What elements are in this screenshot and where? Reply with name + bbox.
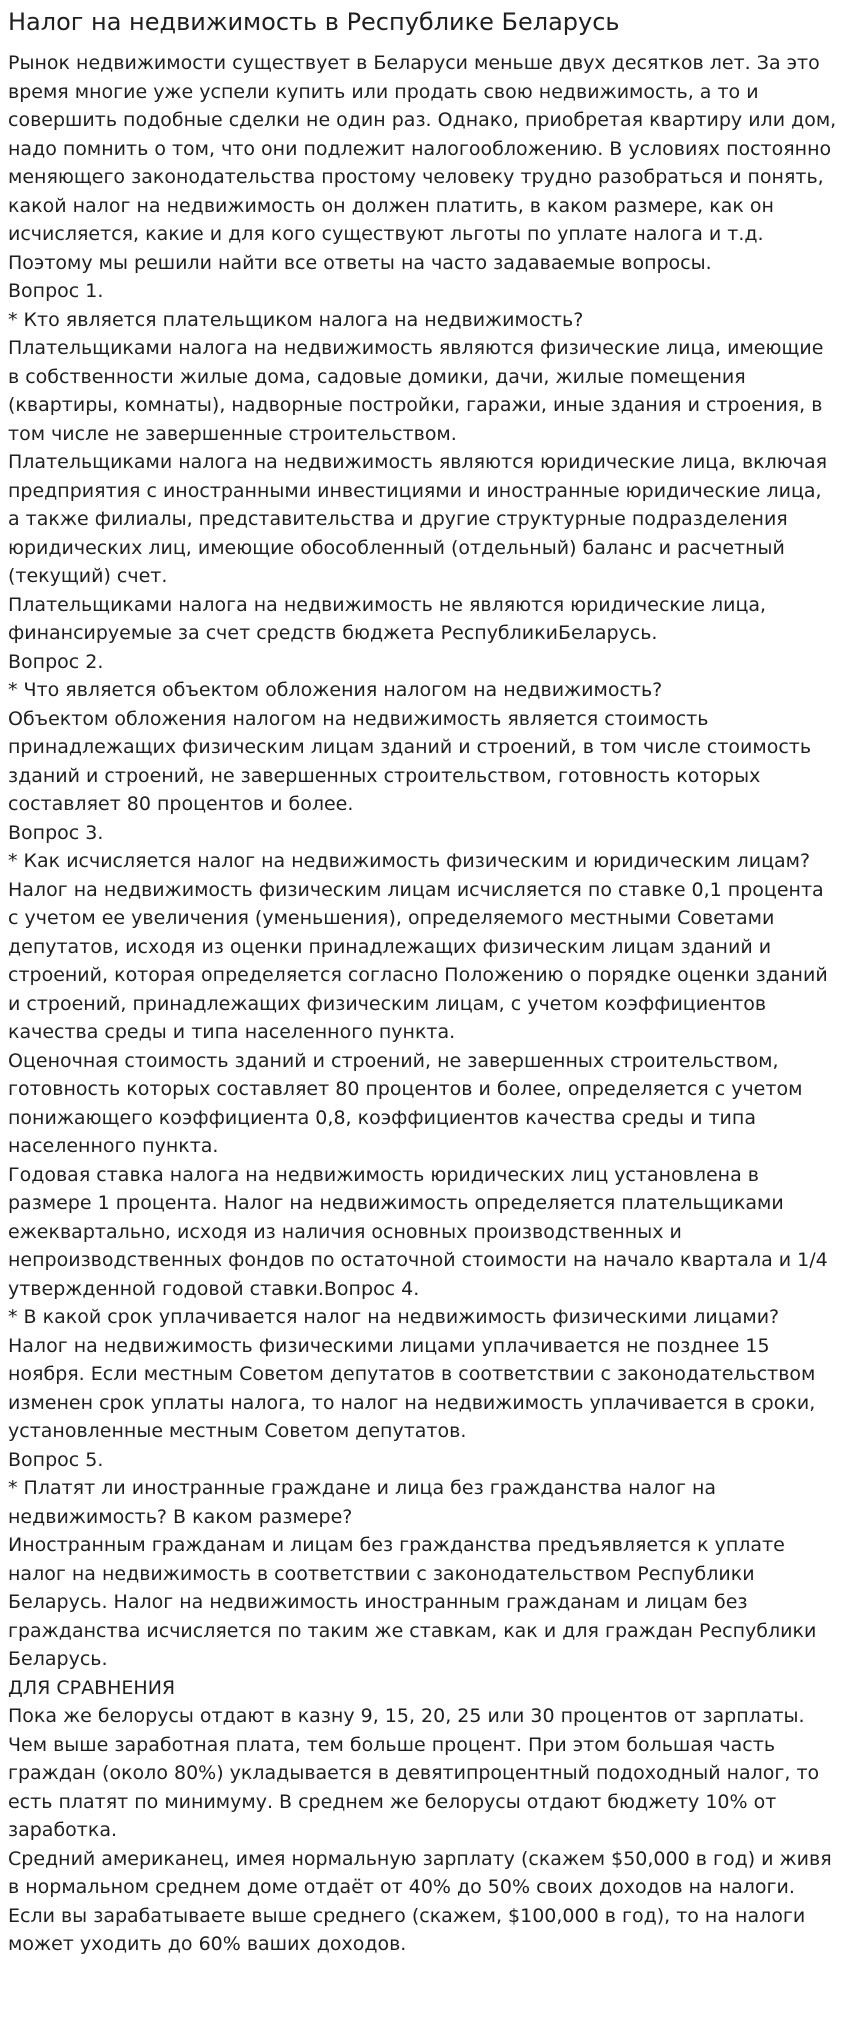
question-5-heading: Вопрос 5. [8,1448,104,1471]
intro-paragraph: Рынок недвижимости существует в Беларуси меньше двух десятков лет. За это время многие уже успели купить или продать свою недвижимость, а то и совершить подобные сделки не один раз. Однако, приобретая квартиру или дом, надо помнить о том, что они подлежит налогообложению. В условиях постоянно меняющего законодательства простому человеку трудно разобраться и понять, какой налог на недвижимость он должен платить, в каком размере, как он исчисляется, какие и для кого существуют льготы по уплате налога и т.д. Поэтому мы решили найти все ответы на часто задаваемые вопросы. [8,52,837,274]
answer-1-paragraph-3: Плательщиками налога на недвижимость не являются юридические лица, финансируемые за счет средств бюджета РеспубликиБеларусь. [8,593,767,644]
article-body [8,49,839,1959]
answer-5-paragraph: Иностранным гражданам и лицам без гражданства предъявляется к уплате налог на недвижимость в соответствии с законодательством Республики Беларусь. Налог на недвижимость иностранным гражданам и лицам без гражданства исчисляется по таким же ставкам, как и для граждан Республики Беларусь. [8,1534,817,1670]
article-title: Налог на недвижимость в Республике Беларусь [8,8,620,36]
answer-3-paragraph-2: Оценочная стоимость зданий и строений, не завершенных строительством, готовность которых составляет 80 процентов и более, определяется с учетом понижающего коэффициента 0,8, коэффициентов качества среды и типа населенного пункта. [8,1049,803,1157]
answer-3-paragraph-1: Налог на недвижимость физическим лицам исчисляется по ставке 0,1 процента с учетом ее увеличения (уменьшения), определяемого местными Советами депутатов, исходя из оценки принадлежащих физическим лицам зданий и строений, которая определяется согласно Положению о порядке оценки зданий и строений, принадлежащих физическим лицам, с учетом коэффициентов качества среды и типа населенного пункта. [8,878,828,1043]
answer-2-paragraph: Объектом обложения налогом на недвижимость является стоимость принадлежащих физическим лицам зданий и строений, в том числе стоимость зданий и строений, не завершенных строительством, готовность которых составляет 80 процентов и более. [8,707,812,815]
question-4-text: * В какой срок уплачивается налог на недвижимость физическими лицами? [8,1306,780,1328]
question-3-text: * Как исчисляется налог на недвижимость физическим и юридическим лицам? [8,850,811,872]
answer-3-paragraph-3: Годовая ставка налога на недвижимость юридических лиц установлена в размере 1 процента. Налог на недвижимость определяется плательщиками ежеквартально, исходя из наличия основных производственных и непроизводственных фондов по остаточной стоимости на начало квартала и 1/4 утвержденной годовой ставки.Вопрос 4. [8,1163,828,1300]
question-1-heading: Вопрос 1. [8,280,104,302]
comparison-paragraph-2: Средний американец, имея нормальную зарплату (скажем $50,000 в год) и живя в нормальном среднем доме отдаёт от 40% до 50% своих доходов на налоги. Если вы зарабатываете выше среднего (скажем, $100,000 в год), то на налоги может уходить до 60% ваших доходов. [8,1847,832,1955]
question-2-text: * Что является объектом обложения налогом на недвижимость? [8,679,663,701]
question-3-heading: Вопрос 3. [8,821,104,844]
answer-4-paragraph: Налог на недвижимость физическими лицами уплачивается не позднее 15 ноября. Если местным Советом депутатов в соответствии с законодательством изменен срок уплаты налога, то налог на недвижимость уплачивается в сроки, установленные местным Советом депутатов. [8,1334,816,1442]
comparison-heading: ДЛЯ СРАВНЕНИЯ [8,1676,176,1699]
question-5-text: * Платят ли иностранные граждане и лица без гражданства налог на недвижимость? В каком размере? [8,1477,717,1528]
answer-1-paragraph-2: Плательщиками налога на недвижимость являются юридические лица, включая предприятия с иностранными инвестициями и иностранные юридические лица, а также филиалы, представительства и другие структурные подразделения юридических лиц, имеющие обособленный (отдельный) баланс и расчетный (текущий) счет. [8,451,828,587]
comparison-paragraph-1: Пока же белорусы отдают в казну 9, 15, 20, 25 или 30 процентов от зарплаты. Чем выше заработная плата, тем больше процент. При этом большая часть граждан (около 80%) укладывается в девятипроцентный подоходный налог, то есть платят по минимуму. В среднем же белорусы отдают бюджету 10% от заработка. [8,1705,820,1841]
answer-1-paragraph-1: Плательщиками налога на недвижимость являются физические лица, имеющие в собственности жилые дома, садовые домики, дачи, жилые помещения (квартиры, комнаты), надворные постройки, гаражи, иные здания и строения, в том числе не завершенные строительством. [8,337,824,445]
question-1-text: * Кто является плательщиком налога на недвижимость? [8,308,584,331]
question-2-heading: Вопрос 2. [8,650,104,673]
